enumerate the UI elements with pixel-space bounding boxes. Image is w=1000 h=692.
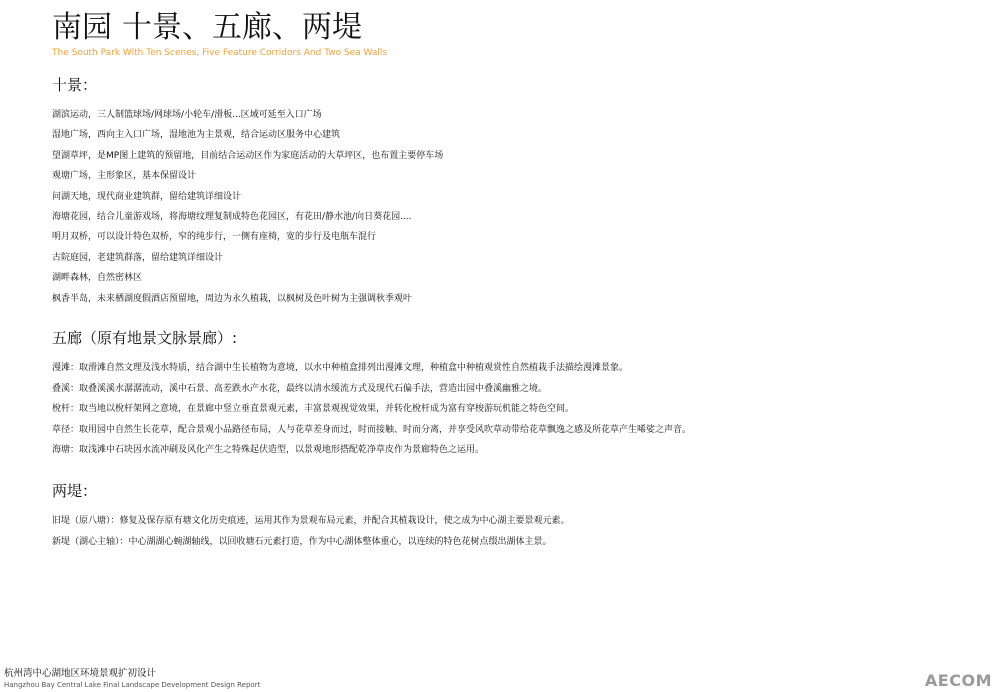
aecom-logo: AECOM [924,671,992,690]
list-item: 观塘广场，主形象区，基本保留设计 [52,171,197,182]
two-embankments-list [52,511,570,552]
ten-scenes-list [52,105,443,309]
list-item: 枫香半岛，未来栖湖度假酒店预留地，周边为永久植栽，以枫树及色叶树为主强调秋季观叶 [52,293,413,304]
list-item: 望湖草坪，是MP图上建筑的预留地，目前结合运动区作为家庭活动的大草坪区，也布置主要停车场 [52,150,444,161]
list-item: 湿地广场，西向主入口广场，湿地池为主景观，结合运动区服务中心建筑 [52,130,341,141]
list-item: 草径：取用园中自然生长花草，配合景观小品路径布局，人与花草差身而过，时而接触、时而分离，并享受风吹草动带给花草飘逸之感及所花草产生唏娑之声音。 [52,424,692,435]
ten-scenes-heading: 十景： [52,76,98,94]
list-item: 明月双桥，可以设计特色双桥，窄的纯步行，一侧有座椅，宽的步行及电瓶车混行 [52,232,377,243]
list-item: 湖畔森林，自然密林区 [52,273,143,284]
footer-project-cn: 杭州湾中心湖地区环境景观扩初设计 [4,668,157,679]
list-item: 问湖天地，现代商业建筑群，留给建筑详细设计 [52,191,242,202]
two-embankments-heading: 两堤： [52,482,98,500]
page-subtitle: The South Park With Ten Scenes, Five Feature Corridors And Two Sea Walls [52,48,388,58]
list-item: 旧堤（原八塘）：修复及保存原有塘文化历史痕迹，运用其作为景观布局元素，并配合其植栽设计，使之成为中心湖主要景观元素。 [52,516,570,526]
page-title [52,10,362,46]
page-title-main: 南园 [52,10,112,45]
list-item: 海塘：取浅滩中石块因水流冲刷及风化产生之特殊起伏造型，以景观地形搭配乾净草皮作为景廊特色之运用。 [52,445,485,456]
list-item: 古院庭园，老建筑群落，留给建筑详细设计 [52,252,224,263]
five-corridors-list [52,358,691,461]
list-item: 海塘花园，结合儿童游戏场，将海塘纹理复制成特色花园区，有花田/静水池/向日葵花园.... [52,212,412,223]
page-title-rest: 十景、五廊、两堤 [122,10,362,45]
list-item: 新堤（湖心主轴）：中心湖湖心蜿湖轴线，以回收塘石元素打造，作为中心湖体整体重心，以连续的特色花树点缀出湖体主景。 [52,536,552,547]
list-item: 湖滨运动，三人制篮球场/网球场/小轮车/滑板...区域可延至入口广场 [52,110,322,120]
list-item: 梲杆：取当地以梲杆架网之意境，在景廊中竖立垂直景观元素，丰富景观视觉效果，并转化梲杆成为富有穿梭游玩机能之特色空间。 [52,404,575,415]
five-corridors-heading: 五廊（原有地景文脉景廊）: [52,329,238,347]
list-item: 漫滩：取滑滩自然文理及浅水特质，结合湖中生长植物为意境，以水中种植盒排列出漫滩文理，种植盒中种植观赏性自然植栽手法描绘漫滩景象。 [52,363,629,373]
footer-project-en: Hangzhou Bay Central Lake Final Landscape Development Design Report [4,681,261,689]
list-item: 叠溪：取叠溪溪水潺潺流动，溪中石景、高差跌水产水花，最终以清水缓流方式及现代石偏手法，营造出园中叠溪幽雅之境。 [52,383,548,394]
